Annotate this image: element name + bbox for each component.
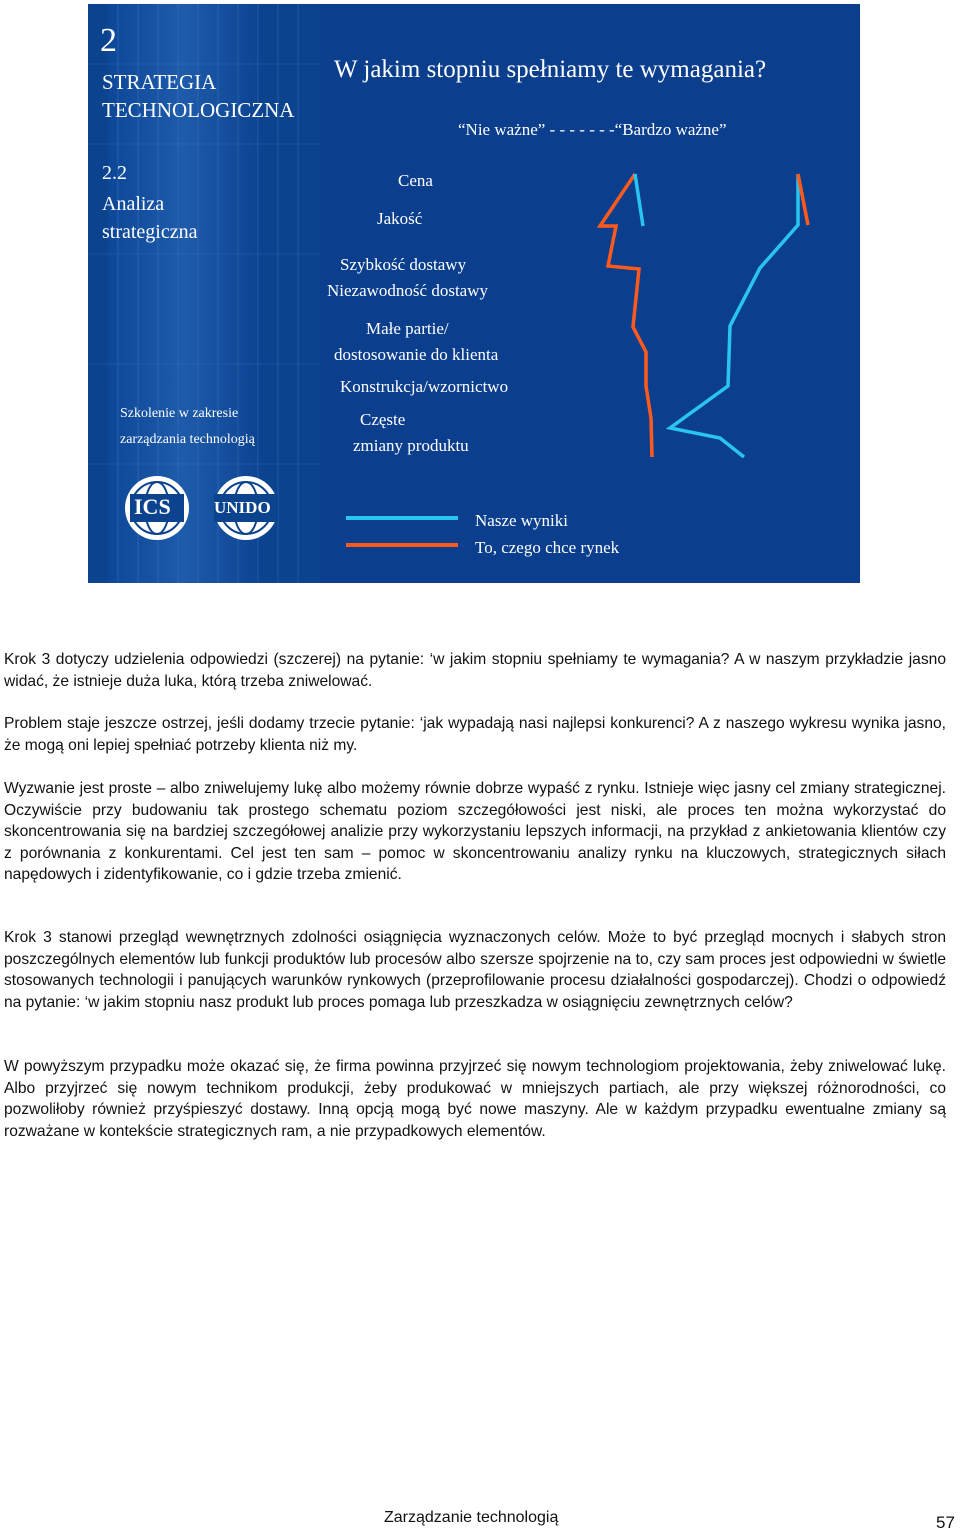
ics-logo-label: ICS [134,494,171,519]
unido-logo-label: UNIDO [214,498,271,517]
paragraph-4: Krok 3 stanowi przegląd wewnętrznych zdolności osiągnięcia wyznaczonych celów. Może to być przegląd mocnych i słabych stron poszczególnych elementów lub funkcji produktów lub procesów albo szersze spojrzenie na to, czy sam proces jest odpowiedni w świetle stosowanych technologii i panujących warunków rynkowych (przeprofilowanie procesu działalności gospodarczej). Chodzi o odpowiedź na pytanie: ‘w jakim stopniu nasz produkt lub proces pomaga lub przeszkadza w osiągnięciu zewnętrznych celów? [4,929,946,1011]
criterion-price: Cena [398,171,433,190]
paragraph-3: Wyzwanie jest proste – albo zniwelujemy lukę albo możemy równie dobrze wypaść z rynku. Istnieje więc jasny cel zmiany strategicznej. Oczywiście przy budowaniu tak prostego schematu poziom szczegółowości jest niski, ale proces ten można wykorzystać do skoncentrowania się na bardziej szczegółowej analizie przy wykorzystaniu lepszych informacji, na przykład z ankietowania klientów czy z porównania z konkurentami. Cel jest ten sam – pomoc w skoncentrowaniu analizy rynku na kluczowych, strategicznych siłach napędowych i zidentyfikowanie, co i gdzie trzeba zmienić. [4,780,946,883]
criterion-frequent: Częste [360,410,406,429]
criterion-small-batches: Małe partie/ [366,319,449,338]
paragraph-5: W powyższym przypadku może okazać się, że firma powinna przyjrzeć się nowym technologiom projektowania, żeby zniwelować lukę. Albo przyjrzeć się nowym technikom produkcji, żeby produkować w mniejszych partiach, ale przy większej różnorodności, co pozwoliłoby również przyśpieszyć dostawy. Inną opcją mogą być nowe maszyny. Ale w każdym przypadku ewentualne zmiany są rozważane w kontekście strategicznych ram, a nie przypadkowych elementów. [4,1058,946,1140]
subsection-title: Analiza strategiczna [102,193,198,243]
paragraph-2: Problem staje jeszcze ostrzej, jeśli dodamy trzecie pytanie: ‘jak wypadają nasi najlepsi konkurenci? A z naszego wykresu wynika jasno, że mogą oni lepiej spełniać potrzeby klienta niż my. [4,715,946,754]
paragraph-1: Krok 3 dotyczy udzielenia odpowiedzi (szczerej) na pytanie: ‘w jakim stopniu spełniamy te wymagania? A w naszym przykładzie jasno widać, że istnieje duża luka, którą trzeba zniwelować. [4,651,946,690]
page-number: 57 [936,1513,955,1532]
criterion-delivery-speed: Szybkość dostawy [340,255,467,274]
footer-title: Zarządzanie technologią [384,1509,559,1526]
criterion-product-changes: zmiany produktu [353,436,469,455]
slide-title: W jakim stopniu spełniamy te wymagania? [334,56,767,83]
criterion-customization: dostosowanie do klienta [334,345,499,364]
criterion-design: Konstrukcja/wzornictwo [340,377,509,396]
subsection-number: 2.2 [102,162,127,184]
section-title: STRATEGIA TECHNOLOGICZNA [102,70,295,122]
legend-market: To, czego chce rynek [475,538,620,557]
importance-scale: “Nie ważne” - - - - - - -“Bardzo ważne” [458,120,727,139]
slide-image [88,4,860,583]
course-label: Szkolenie w zakresie zarządzania technologią [120,406,255,447]
legend-our-results: Nasze wyniki [475,511,569,530]
criterion-quality: Jakość [377,209,423,228]
criterion-delivery-reliability: Niezawodność dostawy [327,281,488,300]
section-number: 2 [100,22,117,59]
